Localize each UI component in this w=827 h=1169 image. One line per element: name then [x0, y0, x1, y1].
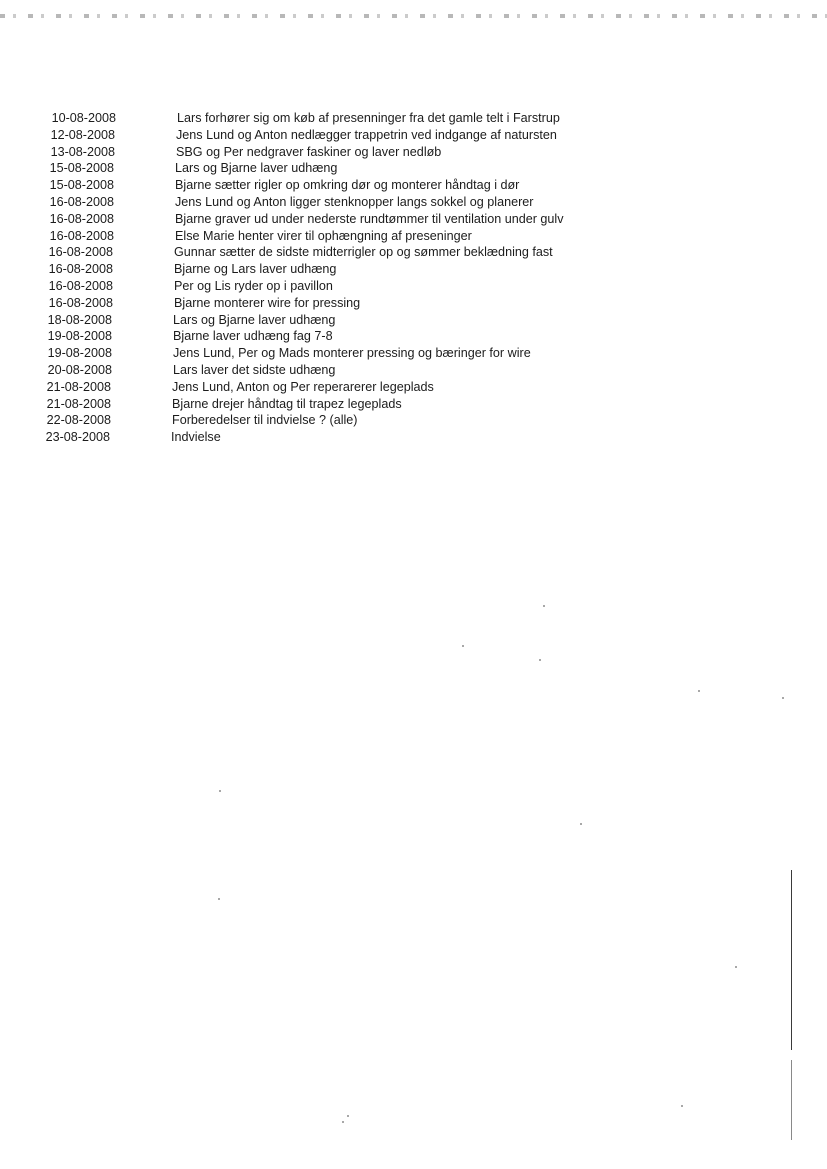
- log-date: 12-08-2008: [50, 127, 115, 142]
- log-date: 19-08-2008: [47, 346, 112, 361]
- log-entry: Lars laver det sidste udhæng: [173, 362, 336, 377]
- log-entry: Lars forhører sig om køb af presenninger fra det gamle telt i Farstrup: [177, 111, 560, 125]
- log-row: [0, 160, 620, 177]
- scan-speck: [218, 898, 220, 900]
- log-row: [0, 396, 620, 413]
- log-row: [2, 110, 620, 127]
- log-row: [1, 144, 620, 161]
- log-entry: Indvielse: [171, 430, 221, 445]
- log-row: [0, 312, 620, 329]
- log-entry: Lars og Bjarne laver udhæng: [173, 312, 336, 327]
- log-date: 21-08-2008: [46, 379, 111, 394]
- log-entry: Jens Lund og Anton nedlægger trappetrin ved indgange af natursten: [176, 127, 557, 142]
- scan-speck: [219, 790, 221, 792]
- scan-speck: [735, 966, 737, 968]
- log-date: 16-08-2008: [49, 211, 114, 226]
- log-row: [0, 295, 620, 312]
- scan-speck: [342, 1121, 344, 1123]
- scan-speck: [543, 605, 545, 607]
- scan-edge-noise: [0, 14, 827, 18]
- log-row: [0, 194, 620, 211]
- scan-speck: [347, 1115, 349, 1117]
- scan-margin-line: [791, 870, 792, 1050]
- log-date: 18-08-2008: [47, 312, 112, 327]
- log-date: 10-08-2008: [51, 111, 116, 125]
- log-date: 21-08-2008: [46, 396, 111, 411]
- log-row: [0, 362, 620, 379]
- log-row: [0, 244, 620, 261]
- log-entry: Bjarne laver udhæng fag 7-8: [173, 329, 333, 344]
- scan-speck: [698, 690, 700, 692]
- log-date: 16-08-2008: [48, 278, 113, 293]
- log-row: [0, 261, 620, 278]
- scan-margin-line: [791, 1060, 792, 1140]
- scan-speck: [681, 1105, 683, 1107]
- log-row: [1, 127, 620, 144]
- log-entry: Bjarne monterer wire for pressing: [174, 295, 361, 310]
- log-row: [0, 328, 620, 345]
- log-date: 16-08-2008: [49, 228, 114, 243]
- log-row: [0, 429, 620, 446]
- log-date: 16-08-2008: [48, 245, 113, 260]
- log-entry: Bjarne drejer håndtag til trapez legeplads: [172, 396, 402, 411]
- scan-speck: [782, 697, 784, 699]
- log-entry: Jens Lund, Per og Mads monterer pressing og bæringer for wire: [173, 346, 531, 361]
- log-entry: SBG og Per nedgraver faskiner og laver nedløb: [176, 144, 442, 159]
- log-date: 15-08-2008: [49, 178, 114, 193]
- log-entry: Forberedelser til indvielse ? (alle): [172, 413, 358, 428]
- log-date: 23-08-2008: [45, 430, 110, 445]
- log-entry: Bjarne og Lars laver udhæng: [174, 262, 337, 277]
- log-entry: Lars og Bjarne laver udhæng: [175, 161, 338, 176]
- log-date: 16-08-2008: [48, 295, 113, 310]
- log-row: [0, 177, 620, 194]
- log-entry: Jens Lund, Anton og Per reperarerer legeplads: [172, 379, 434, 394]
- log-row: [0, 379, 620, 396]
- log-date: 13-08-2008: [50, 144, 115, 159]
- work-log: [0, 110, 620, 446]
- log-entry: Bjarne graver ud under nederste rundtømmer til ventilation under gulv: [175, 211, 564, 226]
- log-entry: Gunnar sætter de sidste midterrigler op og sømmer beklædning fast: [174, 245, 553, 260]
- log-row: [0, 228, 620, 245]
- log-row: [0, 211, 620, 228]
- log-date: 20-08-2008: [47, 362, 112, 377]
- log-entry: Else Marie henter virer til ophængning af preseninger: [175, 228, 472, 243]
- scan-speck: [462, 645, 464, 647]
- log-date: 15-08-2008: [49, 161, 114, 176]
- log-row: [0, 345, 620, 362]
- log-date: 16-08-2008: [48, 262, 113, 277]
- scan-speck: [539, 659, 541, 661]
- log-entry: Jens Lund og Anton ligger stenknopper langs sokkel og planerer: [175, 194, 534, 209]
- log-entry: Per og Lis ryder op i pavillon: [174, 278, 333, 293]
- scan-speck: [580, 823, 582, 825]
- log-entry: Bjarne sætter rigler op omkring dør og monterer håndtag i dør: [175, 178, 520, 193]
- log-row: [0, 278, 620, 295]
- log-date: 19-08-2008: [47, 329, 112, 344]
- log-row: [0, 412, 620, 429]
- log-date: 22-08-2008: [46, 413, 111, 428]
- log-date: 16-08-2008: [49, 194, 114, 209]
